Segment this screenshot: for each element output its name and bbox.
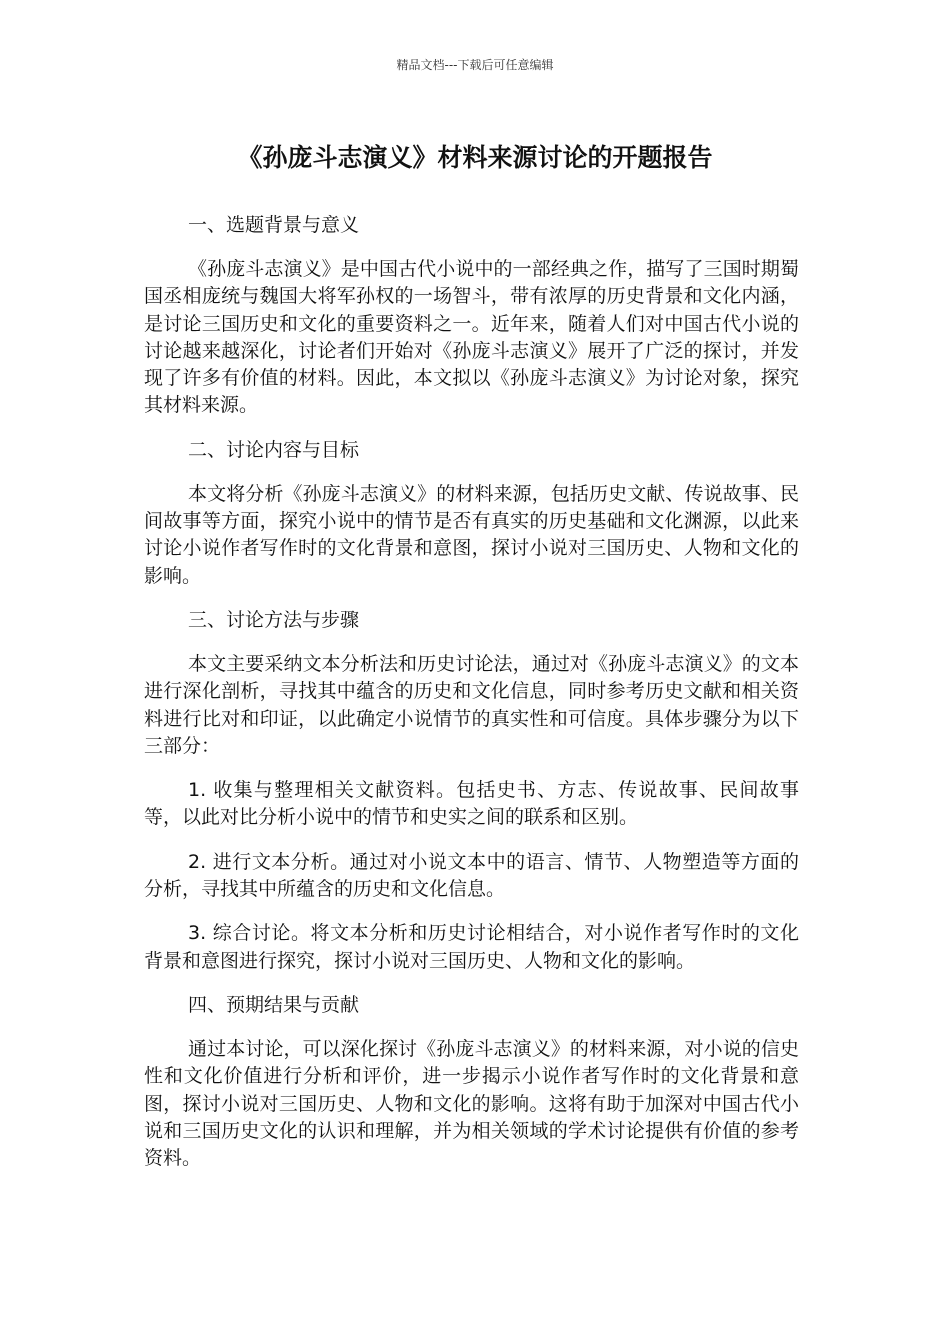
paragraph-expected-results: 通过本讨论，可以深化探讨《孙庞斗志演义》的材料来源，对小说的信史性和文化价值进行分析和评价，进一步揭示小说作者写作时的文化背景和意图，探讨小说对三国历史、人物和文化的影响。这将有助于加深对中国古代小说和三国历史文化的认识和理解，并为相关领域的学术讨论提供有价值的参考资料。 <box>144 1037 799 1170</box>
method-step-2: 2. 进行文本分析。通过对小说文本中的语言、情节、人物塑造等方面的分析，寻找其中所蕴含的历史和文化信息。 <box>144 850 799 901</box>
document-title: 《孙庞斗志演义》材料来源讨论的开题报告 <box>237 143 713 172</box>
method-step-1: 1. 收集与整理相关文献资料。包括史书、方志、传说故事、民间故事等，以此对比分析小说中的情节和史实之间的联系和区别。 <box>144 779 799 829</box>
paragraph-background: 《孙庞斗志演义》是中国古代小说中的一部经典之作，描写了三国时期蜀国丞相庞统与魏国大将军孙权的一场智斗，带有浓厚的历史背景和文化内涵，是讨论三国历史和文化的重要资料之一。近年来，随着人们对中国古代小说的讨论越来越深化，讨论者们开始对《孙庞斗志演义》展开了广泛的探讨，并发现了许多有价值的材料。因此，本文拟以《孙庞斗志演义》为讨论对象，探究其材料来源。 <box>144 258 799 417</box>
method-step-3: 3. 综合讨论。将文本分析和历史讨论相结合，对小说作者写作时的文化背景和意图进行探究，探讨小说对三国历史、人物和文化的影响。 <box>144 922 799 972</box>
section-heading-methods: 三、讨论方法与步骤 <box>188 608 360 631</box>
section-heading-content-goals: 二、讨论内容与目标 <box>188 438 360 461</box>
paragraph-methods: 本文主要采纳文本分析法和历史讨论法，通过对《孙庞斗志演义》的文本进行深化剖析，寻找其中蕴含的历史和文化信息，同时参考历史文献和相关资料进行比对和印证，以此确定小说情节的真实性和可信度。具体步骤分为以下三部分： <box>144 652 799 757</box>
section-heading-expected-results: 四、预期结果与贡献 <box>188 993 360 1016</box>
header-note: 精品文档---下载后可任意编辑 <box>396 58 554 72</box>
paragraph-content-goals: 本文将分析《孙庞斗志演义》的材料来源，包括历史文献、传说故事、民间故事等方面，探究小说中的情节是否有真实的历史基础和文化渊源，以此来讨论小说作者写作时的文化背景和意图，探讨小说对三国历史、人物和文化的影响。 <box>144 482 799 587</box>
document-body <box>144 212 799 1189</box>
section-heading-background: 一、选题背景与意义 <box>188 214 360 236</box>
